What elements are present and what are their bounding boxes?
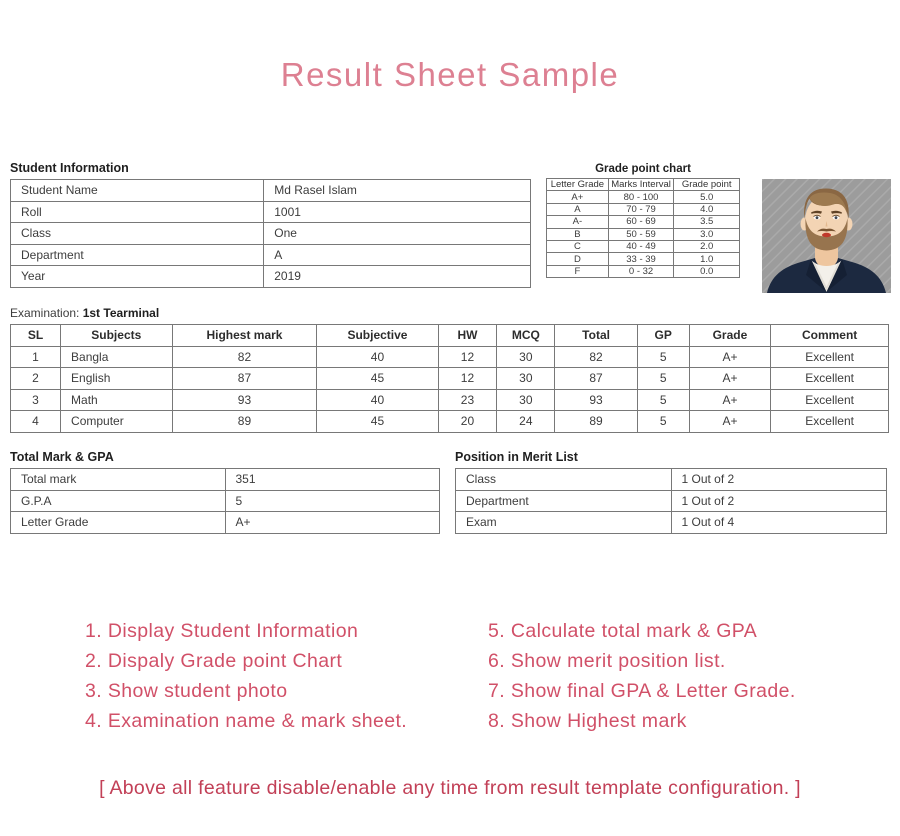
table-cell: Bangla [61,346,173,368]
table-cell: 30 [497,346,555,368]
table-row [456,512,887,534]
table-cell: A+ [547,191,609,203]
table-cell: 89 [555,411,638,433]
table-row [456,469,887,491]
table-header-row [11,325,889,347]
table-cell: Total mark [11,469,226,491]
table-cell: A+ [689,411,771,433]
table-cell: 5 [637,411,689,433]
table-cell: 1001 [264,201,531,223]
table-cell: 45 [317,368,438,390]
table-row [547,240,740,252]
column-header: MCQ [497,325,555,347]
table-cell: 5 [225,490,440,512]
table-cell: 0.0 [674,265,740,277]
column-header: GP [637,325,689,347]
table-row [11,180,531,202]
table-row [456,490,887,512]
table-row [547,265,740,277]
table-row [547,228,740,240]
column-header: Grade point [674,179,740,191]
table-cell: A+ [689,389,771,411]
table-cell: Roll [11,201,264,223]
table-cell: Student Name [11,180,264,202]
table-cell: 87 [555,368,638,390]
table-cell: Department [11,244,264,266]
table-cell: Math [61,389,173,411]
table-cell: Excellent [771,368,889,390]
table-cell: Letter Grade [11,512,226,534]
table-cell: Md Rasel Islam [264,180,531,202]
table-cell: 2 [11,368,61,390]
student-avatar-illustration [762,179,891,293]
examination-label-prefix: Examination: [10,306,83,320]
grade-point-chart-table [546,178,740,278]
table-cell: Computer [61,411,173,433]
table-cell: 93 [172,389,317,411]
examination-name: 1st Tearminal [82,306,160,320]
table-row [11,389,889,411]
table-cell: 93 [555,389,638,411]
table-row [11,244,531,266]
table-cell: 5 [637,389,689,411]
table-cell: 5 [637,368,689,390]
feature-item: 2. Dispaly Grade point Chart [85,650,343,672]
table-cell: G.P.A [11,490,226,512]
feature-item: 1. Display Student Information [85,620,359,642]
merit-list-table [455,468,887,534]
table-cell: A- [547,216,609,228]
student-info-heading: Student Information [10,161,129,175]
merit-list-section [455,450,887,534]
table-cell: D [547,253,609,265]
table-row [11,223,531,245]
table-cell: One [264,223,531,245]
table-cell: English [61,368,173,390]
column-header: Comment [771,325,889,347]
examination-section [10,306,889,433]
table-header-row [547,179,740,191]
table-cell: 4.0 [674,203,740,215]
table-cell: 1 Out of 4 [671,512,887,534]
column-header: Highest mark [172,325,317,347]
table-row [547,253,740,265]
table-row [547,203,740,215]
table-cell: A [264,244,531,266]
table-row [11,201,531,223]
table-cell: 3 [11,389,61,411]
feature-item: 3. Show student photo [85,680,288,702]
table-cell: 5 [637,346,689,368]
table-cell: 33 - 39 [608,253,674,265]
table-cell: 89 [172,411,317,433]
table-cell: A+ [689,346,771,368]
examination-table [10,324,889,433]
merit-list-heading: Position in Merit List [455,450,578,464]
column-header: Letter Grade [547,179,609,191]
feature-list-right [488,616,796,736]
table-row [11,469,440,491]
column-header: Total [555,325,638,347]
column-header: Marks Interval [608,179,674,191]
table-cell: Department [456,490,672,512]
footer-note: [ Above all feature disable/enable any time from result template configuration. ] [99,777,801,799]
feature-item: 7. Show final GPA & Letter Grade. [488,680,796,702]
table-cell: A [547,203,609,215]
table-cell: C [547,240,609,252]
column-header: Grade [689,325,771,347]
table-cell: 40 [317,389,438,411]
table-cell: 1 [11,346,61,368]
table-row [11,368,889,390]
column-header: Subjects [61,325,173,347]
grade-point-chart-section [546,163,740,278]
table-cell: 23 [438,389,497,411]
table-cell: 3.0 [674,228,740,240]
table-cell: 70 - 79 [608,203,674,215]
table-cell: 50 - 59 [608,228,674,240]
table-cell: 2.0 [674,240,740,252]
table-cell: 82 [172,346,317,368]
table-cell: 87 [172,368,317,390]
grade-chart-heading: Grade point chart [595,163,691,175]
table-cell: 30 [497,389,555,411]
table-cell: Class [456,469,672,491]
student-info-table [10,179,531,288]
table-cell: Class [11,223,264,245]
table-row [11,512,440,534]
table-cell: F [547,265,609,277]
table-cell: 24 [497,411,555,433]
table-cell: 351 [225,469,440,491]
table-cell: 1.0 [674,253,740,265]
student-info-section [10,161,531,288]
total-mark-gpa-table [10,468,440,534]
table-row [11,490,440,512]
table-row [547,216,740,228]
table-cell: 12 [438,368,497,390]
table-cell: 1 Out of 2 [671,469,887,491]
table-cell: 4 [11,411,61,433]
table-cell: 5.0 [674,191,740,203]
page-title: Result Sheet Sample [280,56,620,93]
table-cell: Excellent [771,411,889,433]
table-cell: Excellent [771,389,889,411]
table-cell: 40 - 49 [608,240,674,252]
table-row [547,191,740,203]
feature-item: 8. Show Highest mark [488,710,687,732]
table-row [11,266,531,288]
table-cell: 0 - 32 [608,265,674,277]
feature-item: 6. Show merit position list. [488,650,726,672]
table-cell: Exam [456,512,672,534]
feature-list-left [85,616,407,736]
column-header: HW [438,325,497,347]
table-cell: 30 [497,368,555,390]
table-cell: A+ [689,368,771,390]
feature-item: 5. Calculate total mark & GPA [488,620,758,642]
table-cell: 20 [438,411,497,433]
table-cell: 60 - 69 [608,216,674,228]
table-cell: 40 [317,346,438,368]
feature-item: 4. Examination name & mark sheet. [85,710,408,732]
table-cell: 45 [317,411,438,433]
total-mark-gpa-heading: Total Mark & GPA [10,450,114,464]
table-cell: A+ [225,512,440,534]
table-cell: 2019 [264,266,531,288]
table-cell: Excellent [771,346,889,368]
examination-label [10,306,889,320]
table-row [11,411,889,433]
table-cell: 12 [438,346,497,368]
table-row [11,346,889,368]
table-cell: 1 Out of 2 [671,490,887,512]
total-mark-gpa-section [10,450,440,534]
column-header: SL [11,325,61,347]
table-cell: 82 [555,346,638,368]
table-cell: B [547,228,609,240]
table-cell: 80 - 100 [608,191,674,203]
table-cell: Year [11,266,264,288]
table-cell: 3.5 [674,216,740,228]
student-photo [762,179,891,293]
column-header: Subjective [317,325,438,347]
